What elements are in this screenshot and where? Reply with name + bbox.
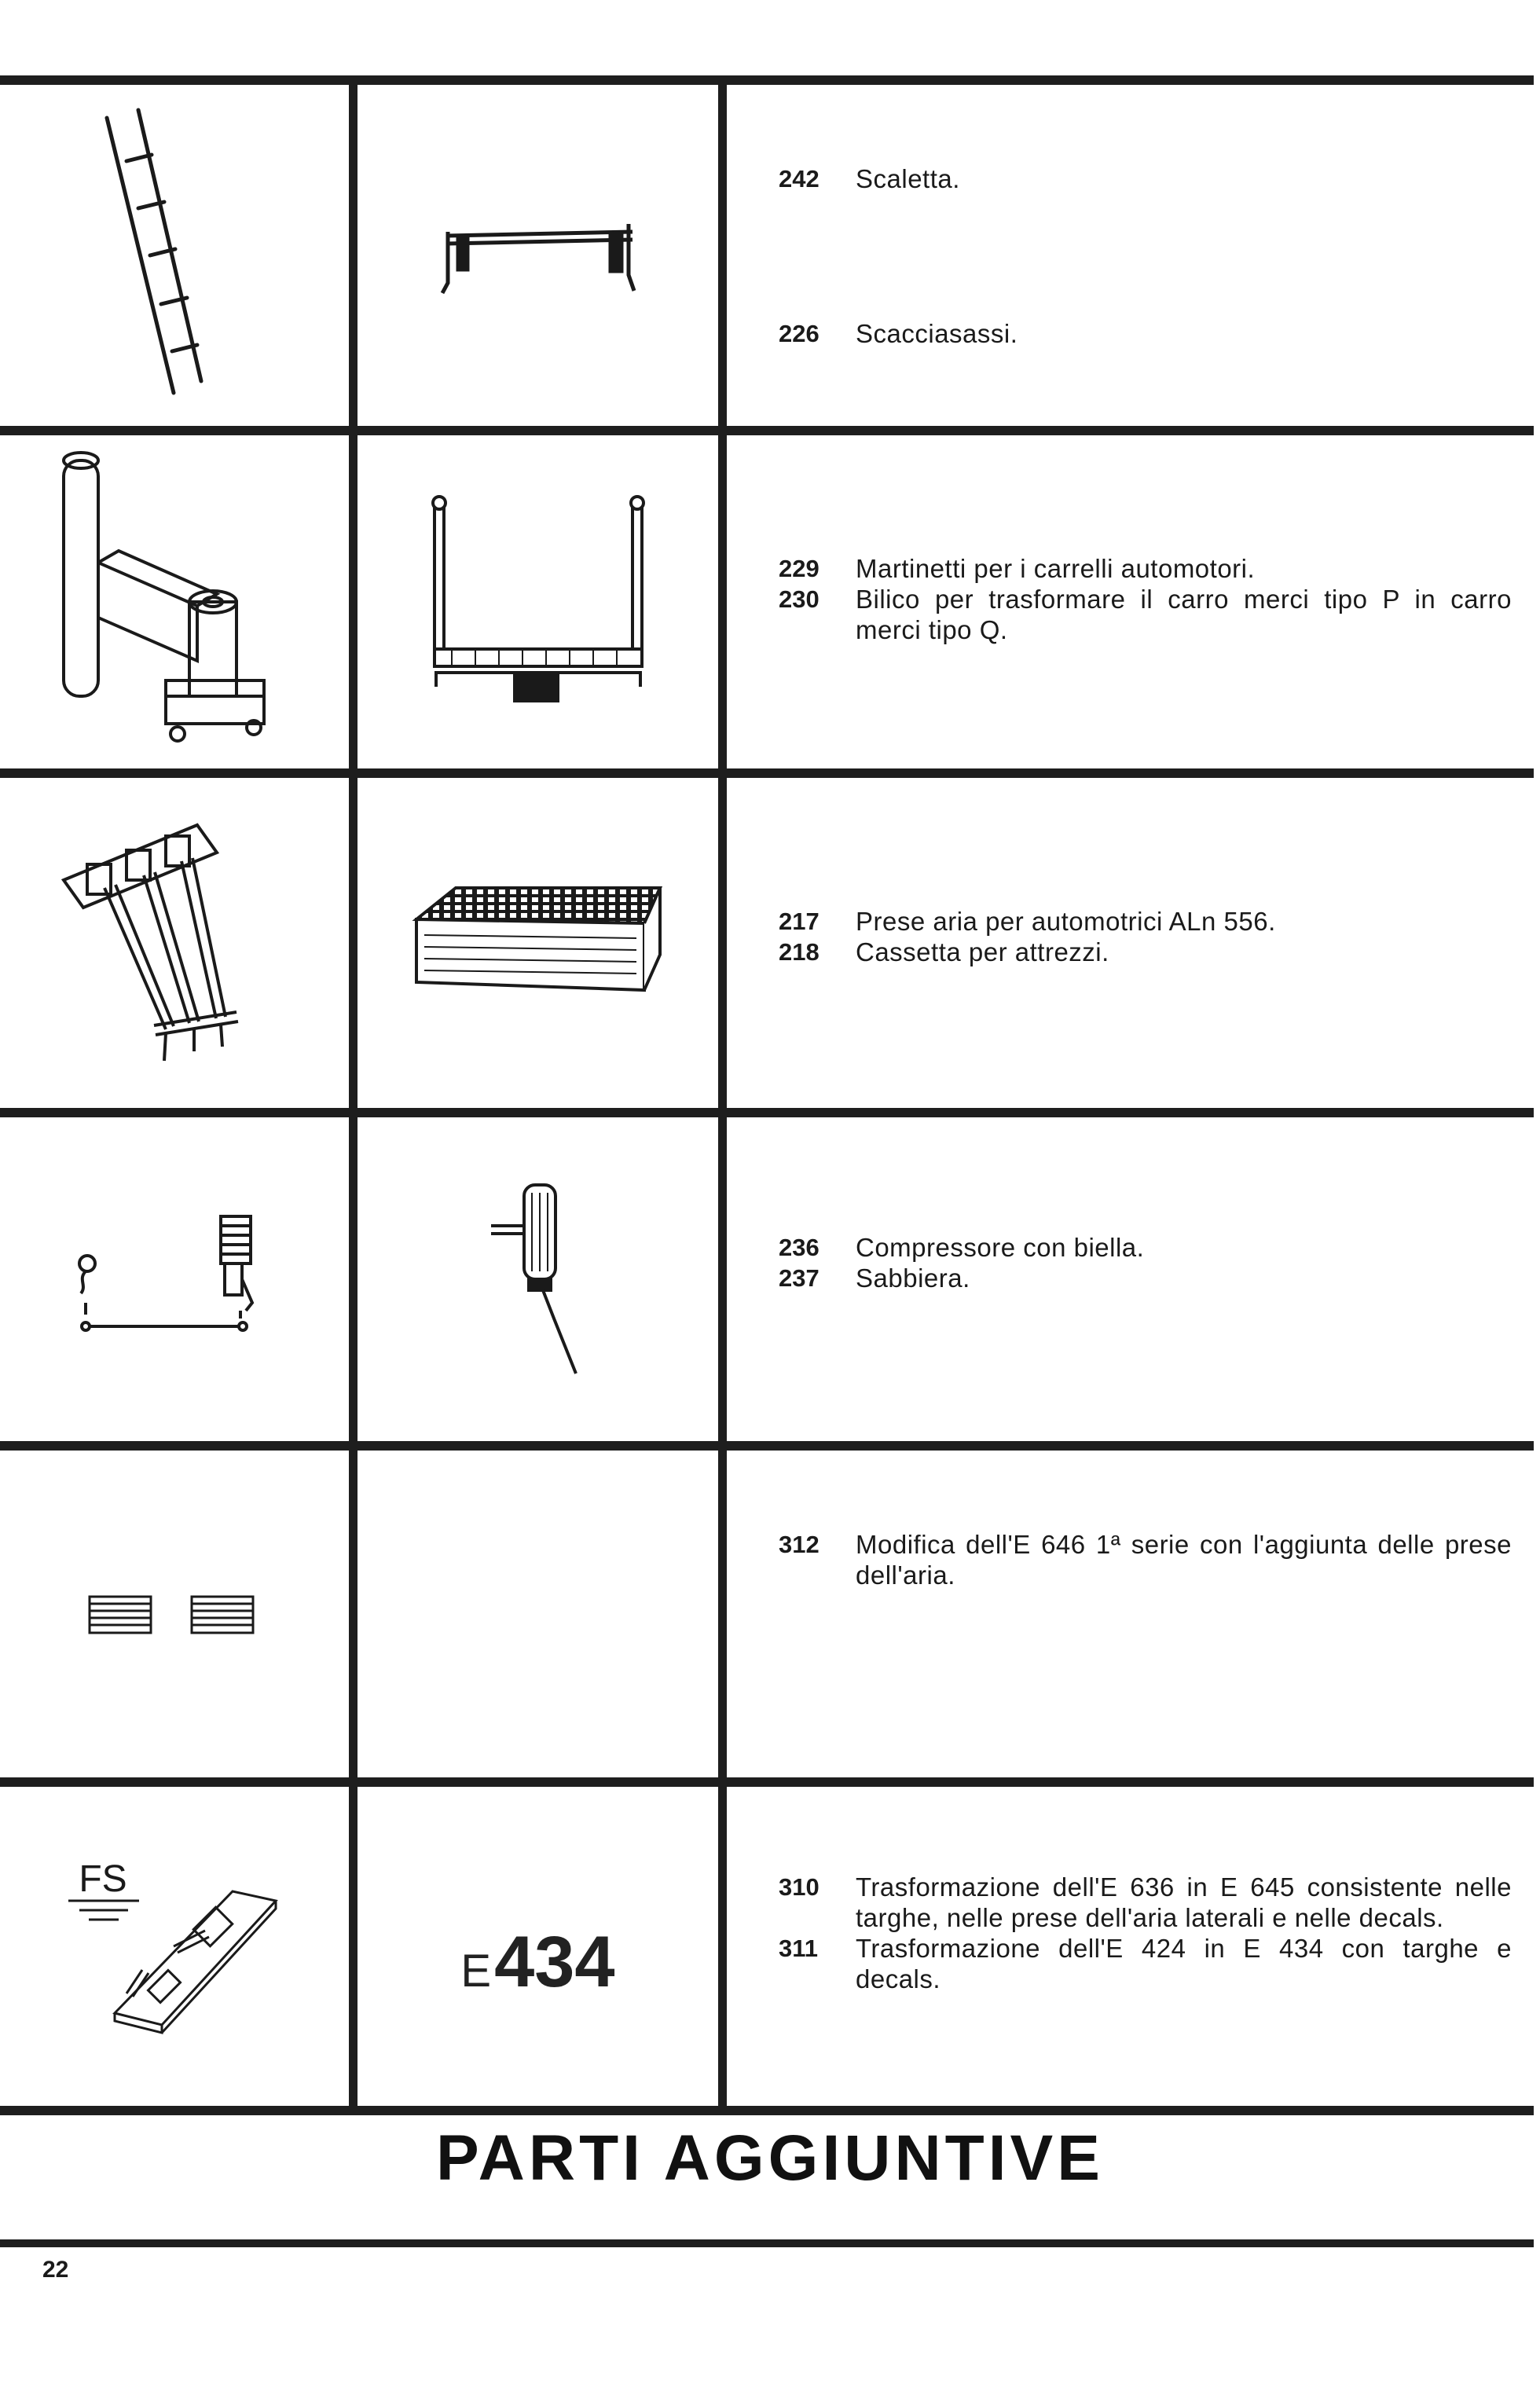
part-code: 236: [779, 1234, 820, 1261]
part-code: 226: [779, 320, 820, 347]
part-description: Prese aria per automotrici ALn 556.: [856, 907, 1276, 936]
illustration-ladder: [0, 85, 347, 426]
rule-1: [0, 426, 1534, 435]
e434-prefix: E: [460, 1945, 492, 1997]
catalog-row-5: [0, 1451, 1534, 1777]
page-title: PARTI AGGIUNTIVE: [436, 2122, 1104, 2194]
illustration-bolster: [358, 435, 718, 768]
toolbox-icon: [409, 880, 668, 1006]
description-cell: [727, 435, 1534, 768]
part-description: Cassetta per attrezzi.: [856, 937, 1109, 966]
part-description: Trasformazione dell'E 636 in E 645 consistente nelle targhe, nelle prese dell'aria laterali e nelle decals.: [856, 1872, 1512, 1932]
rule-5: [0, 1777, 1534, 1787]
catalog-entry: [779, 1872, 1512, 1933]
rule-3: [0, 1108, 1534, 1117]
catalog-entry: [779, 937, 1512, 967]
catalog-entry: [779, 163, 1512, 194]
part-description: Compressore con biella.: [856, 1233, 1145, 1262]
description-cell: [727, 85, 1534, 426]
part-code: 312: [779, 1531, 820, 1558]
rule-2: [0, 768, 1534, 778]
illustration-sandbox: [358, 1117, 718, 1441]
jack-icon: [48, 445, 299, 759]
part-code: 229: [779, 555, 820, 582]
illustration-plates: [0, 1787, 347, 2106]
part-code: 311: [779, 1935, 819, 1962]
catalog-entry: [779, 1529, 1512, 1590]
part-description: Scacciasassi.: [856, 319, 1018, 348]
catalog-entry: [779, 318, 1512, 349]
catalog-entry: [779, 1263, 1512, 1293]
catalog-entry: [779, 1232, 1512, 1263]
sandbox-icon: [475, 1177, 601, 1381]
rule-bottom: [0, 2239, 1534, 2247]
catalog-row-3: [0, 778, 1534, 1108]
ladder-icon: [79, 98, 268, 413]
illustration-air-intakes: [0, 778, 347, 1108]
illustration-toolbox: [358, 778, 718, 1108]
part-description: Sabbiera.: [856, 1264, 970, 1293]
illustration-compressor: [0, 1117, 347, 1441]
e434-plate: [460, 1921, 614, 2004]
part-code: 310: [779, 1873, 820, 1901]
illustration-e434: [358, 1787, 718, 2106]
part-code: 217: [779, 908, 820, 935]
part-description: Trasformazione dell'E 424 in E 434 con targhe e decals.: [856, 1934, 1512, 1993]
catalog-entry: [779, 553, 1512, 584]
rule-6: [0, 2106, 1534, 2115]
catalog-row-1: [0, 85, 1534, 426]
illustration-pilot: [358, 85, 718, 426]
compressor-icon: [64, 1201, 284, 1358]
part-description: Scaletta.: [856, 164, 960, 193]
catalog-row-6: [0, 1787, 1534, 2106]
air-grille-icon: [83, 1590, 264, 1638]
pilot-bar-icon: [428, 200, 648, 310]
catalog-entry: [779, 1933, 1512, 1994]
part-code: 237: [779, 1264, 820, 1292]
part-code: 242: [779, 165, 820, 193]
description-cell: [727, 778, 1534, 1108]
page-number: 22: [42, 2257, 69, 2283]
fs-plate-label: FS: [79, 1858, 127, 1900]
description-cell: [727, 1117, 1534, 1441]
catalog-entry: [779, 906, 1512, 937]
air-intake-icon: [56, 809, 292, 1076]
number-plate-icon: [40, 1844, 307, 2048]
description-cell: [727, 1451, 1534, 1777]
rule-4: [0, 1441, 1534, 1451]
part-description: Martinetti per i carrelli automotori.: [856, 554, 1256, 583]
rule-top: [0, 75, 1534, 85]
part-description: Bilico per trasformare il carro merci tipo P in carro merci tipo Q.: [856, 585, 1512, 644]
catalog-entry: [779, 584, 1512, 645]
part-code: 218: [779, 938, 820, 966]
catalog-row-4: [0, 1117, 1534, 1441]
illustration-empty: [358, 1451, 718, 1777]
description-cell: [727, 1787, 1534, 2106]
illustration-air-grilles: [0, 1451, 347, 1777]
illustration-jack: [0, 435, 347, 768]
part-description: Modifica dell'E 646 1ª serie con l'aggiunta delle prese dell'aria.: [856, 1530, 1512, 1590]
part-code: 230: [779, 585, 820, 613]
catalog-row-2: [0, 435, 1534, 768]
e434-number: 434: [494, 1921, 615, 2002]
bolster-icon: [420, 484, 656, 720]
